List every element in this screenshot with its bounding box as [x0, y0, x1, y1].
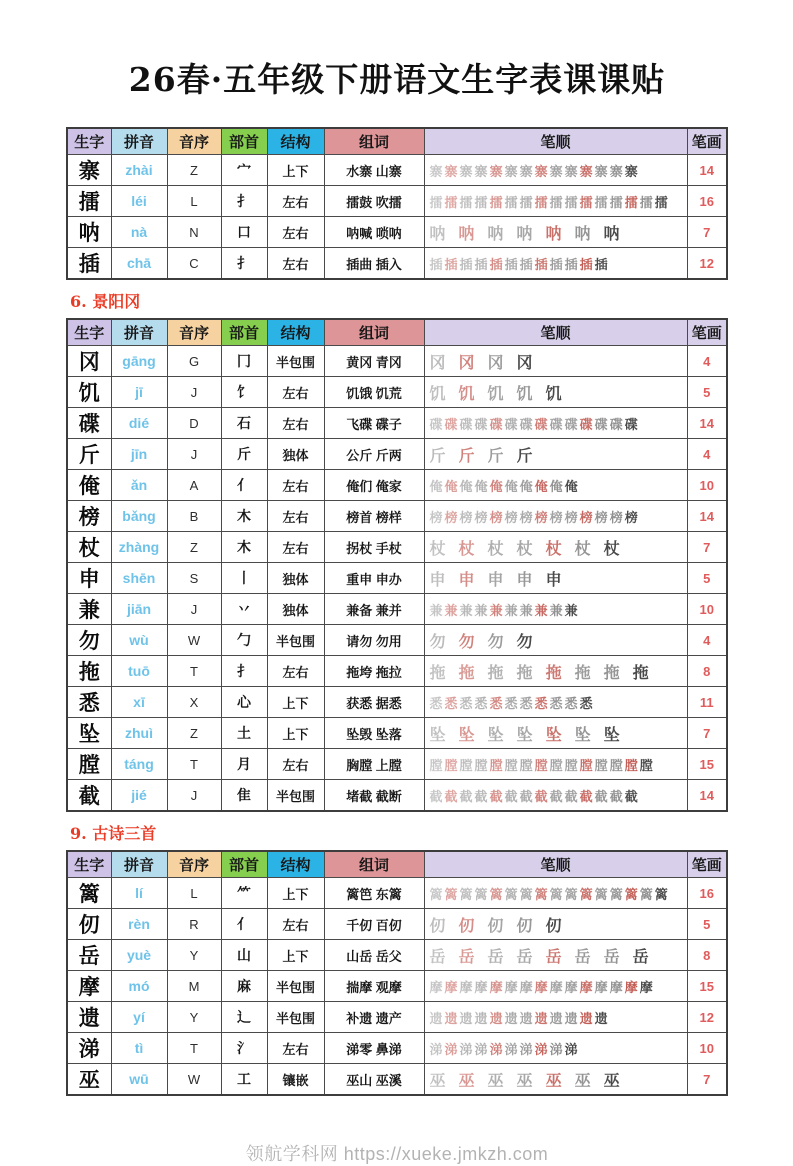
column-header-6: 笔顺	[424, 128, 687, 155]
pinyin-cell: dié	[111, 408, 167, 439]
structure-cell: 上下	[267, 155, 324, 186]
stroke-order-cell: 仞 仞 仞 仞 仞	[424, 909, 687, 940]
radical-cell: 扌	[221, 248, 267, 280]
initial-cell: T	[167, 656, 221, 687]
stroke-count-cell: 4	[687, 625, 727, 656]
table-row	[67, 439, 727, 470]
structure-cell: 半包围	[267, 780, 324, 812]
initial-cell: Z	[167, 155, 221, 186]
words-cell: 篱笆 东篱	[324, 878, 424, 909]
words-cell: 揣摩 观摩	[324, 971, 424, 1002]
table-body	[67, 346, 727, 812]
column-header-3: 部首	[221, 319, 267, 346]
column-header-4: 结构	[267, 851, 324, 878]
char-cell: 冈	[67, 346, 111, 377]
stroke-order-cell: 饥 饥 饥 饥 饥	[424, 377, 687, 408]
stroke-count-cell: 4	[687, 346, 727, 377]
radical-cell: ⺮	[221, 878, 267, 909]
char-cell: 涕	[67, 1033, 111, 1064]
initial-cell: W	[167, 1064, 221, 1096]
stroke-order-cell: 悉 悉 悉 悉 悉 悉 悉 悉 悉 悉 悉	[424, 687, 687, 718]
pinyin-cell: tuō	[111, 656, 167, 687]
table-row	[67, 186, 727, 217]
radical-cell: 月	[221, 749, 267, 780]
stroke-order-cell: 篱 篱 篱 篱 篱 篱 篱 篱 篱 篱 篱 篱 篱 篱 篱 篱	[424, 878, 687, 909]
structure-cell: 上下	[267, 718, 324, 749]
column-header-7: 笔画	[687, 851, 727, 878]
pinyin-cell: zhài	[111, 155, 167, 186]
stroke-count-cell: 7	[687, 1064, 727, 1096]
words-cell: 千仞 百仞	[324, 909, 424, 940]
initial-cell: D	[167, 408, 221, 439]
stroke-count-cell: 10	[687, 594, 727, 625]
table-body	[67, 878, 727, 1096]
pinyin-cell: wù	[111, 625, 167, 656]
words-cell: 榜首 榜样	[324, 501, 424, 532]
stroke-order-cell: 涕 涕 涕 涕 涕 涕 涕 涕 涕 涕	[424, 1033, 687, 1064]
character-table	[66, 127, 728, 280]
radical-cell: 土	[221, 718, 267, 749]
words-cell: 堵截 截断	[324, 780, 424, 812]
table-row	[67, 155, 727, 186]
structure-cell: 左右	[267, 749, 324, 780]
stroke-count-cell: 14	[687, 155, 727, 186]
radical-cell: 丨	[221, 563, 267, 594]
table-row	[67, 470, 727, 501]
table-row	[67, 687, 727, 718]
initial-cell: L	[167, 878, 221, 909]
table-row	[67, 971, 727, 1002]
table-row	[67, 625, 727, 656]
stroke-count-cell: 11	[687, 687, 727, 718]
pinyin-cell: tì	[111, 1033, 167, 1064]
radical-cell: 工	[221, 1064, 267, 1096]
radical-cell: 扌	[221, 186, 267, 217]
pinyin-cell: ǎn	[111, 470, 167, 501]
radical-cell: 石	[221, 408, 267, 439]
stroke-count-cell: 14	[687, 408, 727, 439]
stroke-count-cell: 15	[687, 971, 727, 1002]
structure-cell: 左右	[267, 909, 324, 940]
char-cell: 申	[67, 563, 111, 594]
radical-cell: 斤	[221, 439, 267, 470]
initial-cell: J	[167, 594, 221, 625]
lesson-section	[66, 127, 793, 280]
initial-cell: Y	[167, 940, 221, 971]
structure-cell: 左右	[267, 377, 324, 408]
stroke-count-cell: 10	[687, 1033, 727, 1064]
header-row	[67, 128, 727, 155]
words-cell: 拖垮 拖拉	[324, 656, 424, 687]
structure-cell: 镶嵌	[267, 1064, 324, 1096]
structure-cell: 半包围	[267, 625, 324, 656]
stroke-count-cell: 14	[687, 780, 727, 812]
char-cell: 截	[67, 780, 111, 812]
section-label: 9. 古诗三首	[70, 824, 157, 843]
radical-cell: 氵	[221, 1033, 267, 1064]
column-header-2: 音序	[167, 319, 221, 346]
character-table	[66, 318, 728, 812]
initial-cell: J	[167, 377, 221, 408]
radical-cell: 口	[221, 217, 267, 248]
pinyin-cell: wū	[111, 1064, 167, 1096]
radical-cell: 心	[221, 687, 267, 718]
radical-cell: 勹	[221, 625, 267, 656]
structure-cell: 上下	[267, 878, 324, 909]
words-cell: 重申 申办	[324, 563, 424, 594]
structure-cell: 左右	[267, 532, 324, 563]
words-cell: 擂鼓 吹擂	[324, 186, 424, 217]
initial-cell: N	[167, 217, 221, 248]
initial-cell: T	[167, 1033, 221, 1064]
pinyin-cell: lí	[111, 878, 167, 909]
pinyin-cell: gāng	[111, 346, 167, 377]
table-row	[67, 940, 727, 971]
words-cell: 巫山 巫溪	[324, 1064, 424, 1096]
structure-cell: 半包围	[267, 346, 324, 377]
stroke-order-cell: 寨 寨 寨 寨 寨 寨 寨 寨 寨 寨 寨 寨 寨 寨	[424, 155, 687, 186]
column-header-1: 拼音	[111, 851, 167, 878]
stroke-count-cell: 10	[687, 470, 727, 501]
words-cell: 插曲 插入	[324, 248, 424, 280]
pinyin-cell: jī	[111, 377, 167, 408]
stroke-order-cell: 拖 拖 拖 拖 拖 拖 拖 拖	[424, 656, 687, 687]
initial-cell: R	[167, 909, 221, 940]
initial-cell: L	[167, 186, 221, 217]
words-cell: 补遗 遗产	[324, 1002, 424, 1033]
words-cell: 涕零 鼻涕	[324, 1033, 424, 1064]
radical-cell: 冂	[221, 346, 267, 377]
stroke-order-cell: 冈 冈 冈 冈	[424, 346, 687, 377]
initial-cell: C	[167, 248, 221, 280]
stroke-count-cell: 5	[687, 909, 727, 940]
column-header-4: 结构	[267, 128, 324, 155]
stroke-count-cell: 5	[687, 377, 727, 408]
stroke-count-cell: 15	[687, 749, 727, 780]
pinyin-cell: zhàng	[111, 532, 167, 563]
stroke-count-cell: 7	[687, 532, 727, 563]
initial-cell: T	[167, 749, 221, 780]
char-cell: 勿	[67, 625, 111, 656]
stroke-order-cell: 摩 摩 摩 摩 摩 摩 摩 摩 摩 摩 摩 摩 摩 摩 摩	[424, 971, 687, 1002]
table-row	[67, 909, 727, 940]
structure-cell: 左右	[267, 1033, 324, 1064]
char-cell: 俺	[67, 470, 111, 501]
column-header-1: 拼音	[111, 128, 167, 155]
structure-cell: 左右	[267, 408, 324, 439]
char-cell: 斤	[67, 439, 111, 470]
words-cell: 兼备 兼并	[324, 594, 424, 625]
table-row	[67, 780, 727, 812]
initial-cell: A	[167, 470, 221, 501]
header-row	[67, 851, 727, 878]
stroke-count-cell: 5	[687, 563, 727, 594]
pinyin-cell: rèn	[111, 909, 167, 940]
pinyin-cell: mó	[111, 971, 167, 1002]
words-cell: 饥饿 饥荒	[324, 377, 424, 408]
char-cell: 兼	[67, 594, 111, 625]
words-cell: 黄冈 青冈	[324, 346, 424, 377]
column-header-3: 部首	[221, 851, 267, 878]
structure-cell: 独体	[267, 563, 324, 594]
column-header-5: 组词	[324, 128, 424, 155]
initial-cell: W	[167, 625, 221, 656]
char-cell: 悉	[67, 687, 111, 718]
radical-cell: 丷	[221, 594, 267, 625]
stroke-count-cell: 14	[687, 501, 727, 532]
pinyin-cell: zhuì	[111, 718, 167, 749]
column-header-2: 音序	[167, 128, 221, 155]
initial-cell: Z	[167, 718, 221, 749]
stroke-order-cell: 呐 呐 呐 呐 呐 呐 呐	[424, 217, 687, 248]
words-cell: 俺们 俺家	[324, 470, 424, 501]
column-header-1: 拼音	[111, 319, 167, 346]
initial-cell: S	[167, 563, 221, 594]
stroke-order-cell: 坠 坠 坠 坠 坠 坠 坠	[424, 718, 687, 749]
stroke-order-cell: 遗 遗 遗 遗 遗 遗 遗 遗 遗 遗 遗 遗	[424, 1002, 687, 1033]
words-cell: 坠毁 坠落	[324, 718, 424, 749]
stroke-count-cell: 4	[687, 439, 727, 470]
stroke-order-cell: 擂 擂 擂 擂 擂 擂 擂 擂 擂 擂 擂 擂 擂 擂 擂 擂	[424, 186, 687, 217]
structure-cell: 左右	[267, 186, 324, 217]
section-label: 6. 景阳冈	[70, 292, 141, 311]
structure-cell: 左右	[267, 501, 324, 532]
stroke-order-cell: 榜 榜 榜 榜 榜 榜 榜 榜 榜 榜 榜 榜 榜 榜	[424, 501, 687, 532]
column-header-7: 笔画	[687, 128, 727, 155]
pinyin-cell: jīn	[111, 439, 167, 470]
stroke-order-cell: 膛 膛 膛 膛 膛 膛 膛 膛 膛 膛 膛 膛 膛 膛 膛	[424, 749, 687, 780]
char-cell: 呐	[67, 217, 111, 248]
char-cell: 碟	[67, 408, 111, 439]
column-header-4: 结构	[267, 319, 324, 346]
stroke-count-cell: 12	[687, 248, 727, 280]
header-row	[67, 319, 727, 346]
char-cell: 寨	[67, 155, 111, 186]
table-row	[67, 501, 727, 532]
table-row	[67, 217, 727, 248]
lesson-section	[66, 821, 793, 1096]
stroke-order-cell: 斤 斤 斤 斤	[424, 439, 687, 470]
structure-cell: 上下	[267, 687, 324, 718]
initial-cell: J	[167, 439, 221, 470]
radical-cell: 宀	[221, 155, 267, 186]
stroke-order-cell: 碟 碟 碟 碟 碟 碟 碟 碟 碟 碟 碟 碟 碟 碟	[424, 408, 687, 439]
radical-cell: 山	[221, 940, 267, 971]
radical-cell: 扌	[221, 656, 267, 687]
initial-cell: B	[167, 501, 221, 532]
words-cell: 胸膛 上膛	[324, 749, 424, 780]
initial-cell: J	[167, 780, 221, 812]
char-cell: 篱	[67, 878, 111, 909]
column-header-6: 笔顺	[424, 851, 687, 878]
column-header-6: 笔顺	[424, 319, 687, 346]
table-row	[67, 656, 727, 687]
stroke-order-cell: 俺 俺 俺 俺 俺 俺 俺 俺 俺 俺	[424, 470, 687, 501]
stroke-count-cell: 16	[687, 878, 727, 909]
pinyin-cell: jiān	[111, 594, 167, 625]
initial-cell: Z	[167, 532, 221, 563]
structure-cell: 上下	[267, 940, 324, 971]
radical-cell: 木	[221, 501, 267, 532]
pinyin-cell: bǎng	[111, 501, 167, 532]
char-cell: 拖	[67, 656, 111, 687]
words-cell: 获悉 据悉	[324, 687, 424, 718]
pinyin-cell: yí	[111, 1002, 167, 1033]
table-row	[67, 718, 727, 749]
words-cell: 水寨 山寨	[324, 155, 424, 186]
stroke-order-cell: 巫 巫 巫 巫 巫 巫 巫	[424, 1064, 687, 1096]
char-cell: 岳	[67, 940, 111, 971]
char-cell: 榜	[67, 501, 111, 532]
pinyin-cell: táng	[111, 749, 167, 780]
page-title: 26春·五年级下册语文生字表课课贴	[128, 60, 666, 99]
words-cell: 公斤 斤两	[324, 439, 424, 470]
radical-cell: 辶	[221, 1002, 267, 1033]
stroke-order-cell: 截 截 截 截 截 截 截 截 截 截 截 截 截 截	[424, 780, 687, 812]
stroke-count-cell: 7	[687, 217, 727, 248]
radical-cell: 亻	[221, 909, 267, 940]
stroke-order-cell: 兼 兼 兼 兼 兼 兼 兼 兼 兼 兼	[424, 594, 687, 625]
initial-cell: G	[167, 346, 221, 377]
stroke-count-cell: 8	[687, 940, 727, 971]
initial-cell: M	[167, 971, 221, 1002]
stroke-order-cell: 勿 勿 勿 勿	[424, 625, 687, 656]
initial-cell: X	[167, 687, 221, 718]
table-row	[67, 1002, 727, 1033]
pinyin-cell: nà	[111, 217, 167, 248]
pinyin-cell: yuè	[111, 940, 167, 971]
structure-cell: 独体	[267, 439, 324, 470]
structure-cell: 左右	[267, 470, 324, 501]
table-row	[67, 1064, 727, 1096]
stroke-order-cell: 杖 杖 杖 杖 杖 杖 杖	[424, 532, 687, 563]
pinyin-cell: shēn	[111, 563, 167, 594]
table-row	[67, 563, 727, 594]
table-row	[67, 408, 727, 439]
column-header-0: 生字	[67, 851, 111, 878]
table-body	[67, 155, 727, 280]
structure-cell: 半包围	[267, 1002, 324, 1033]
words-cell: 拐杖 手杖	[324, 532, 424, 563]
radical-cell: 木	[221, 532, 267, 563]
column-header-5: 组词	[324, 851, 424, 878]
column-header-2: 音序	[167, 851, 221, 878]
table-row	[67, 749, 727, 780]
char-cell: 饥	[67, 377, 111, 408]
stroke-order-cell: 申 申 申 申 申	[424, 563, 687, 594]
structure-cell: 半包围	[267, 971, 324, 1002]
char-cell: 仞	[67, 909, 111, 940]
column-header-7: 笔画	[687, 319, 727, 346]
table-row	[67, 377, 727, 408]
pinyin-cell: chā	[111, 248, 167, 280]
stroke-count-cell: 8	[687, 656, 727, 687]
stroke-order-cell: 插 插 插 插 插 插 插 插 插 插 插 插	[424, 248, 687, 280]
structure-cell: 独体	[267, 594, 324, 625]
char-cell: 坠	[67, 718, 111, 749]
column-header-5: 组词	[324, 319, 424, 346]
column-header-0: 生字	[67, 128, 111, 155]
watermark: 领航学科网 https://xueke.jmkzh.com	[245, 1144, 549, 1164]
char-cell: 摩	[67, 971, 111, 1002]
stroke-count-cell: 7	[687, 718, 727, 749]
stroke-count-cell: 12	[687, 1002, 727, 1033]
pinyin-cell: xī	[111, 687, 167, 718]
tables-container	[66, 127, 793, 1096]
words-cell: 请勿 勿用	[324, 625, 424, 656]
radical-cell: 隹	[221, 780, 267, 812]
char-cell: 插	[67, 248, 111, 280]
stroke-count-cell: 16	[687, 186, 727, 217]
char-cell: 膛	[67, 749, 111, 780]
structure-cell: 左右	[267, 217, 324, 248]
initial-cell: Y	[167, 1002, 221, 1033]
radical-cell: 亻	[221, 470, 267, 501]
table-row	[67, 248, 727, 280]
table-row	[67, 1033, 727, 1064]
words-cell: 飞碟 碟子	[324, 408, 424, 439]
radical-cell: 麻	[221, 971, 267, 1002]
char-cell: 擂	[67, 186, 111, 217]
char-cell: 遗	[67, 1002, 111, 1033]
words-cell: 呐喊 唢呐	[324, 217, 424, 248]
table-row	[67, 532, 727, 563]
structure-cell: 左右	[267, 248, 324, 280]
pinyin-cell: jié	[111, 780, 167, 812]
table-row	[67, 878, 727, 909]
pinyin-cell: léi	[111, 186, 167, 217]
table-row	[67, 346, 727, 377]
stroke-order-cell: 岳 岳 岳 岳 岳 岳 岳 岳	[424, 940, 687, 971]
char-cell: 杖	[67, 532, 111, 563]
character-table	[66, 850, 728, 1096]
column-header-0: 生字	[67, 319, 111, 346]
column-header-3: 部首	[221, 128, 267, 155]
words-cell: 山岳 岳父	[324, 940, 424, 971]
table-row	[67, 594, 727, 625]
char-cell: 巫	[67, 1064, 111, 1096]
radical-cell: 饣	[221, 377, 267, 408]
lesson-section	[66, 289, 793, 812]
structure-cell: 左右	[267, 656, 324, 687]
